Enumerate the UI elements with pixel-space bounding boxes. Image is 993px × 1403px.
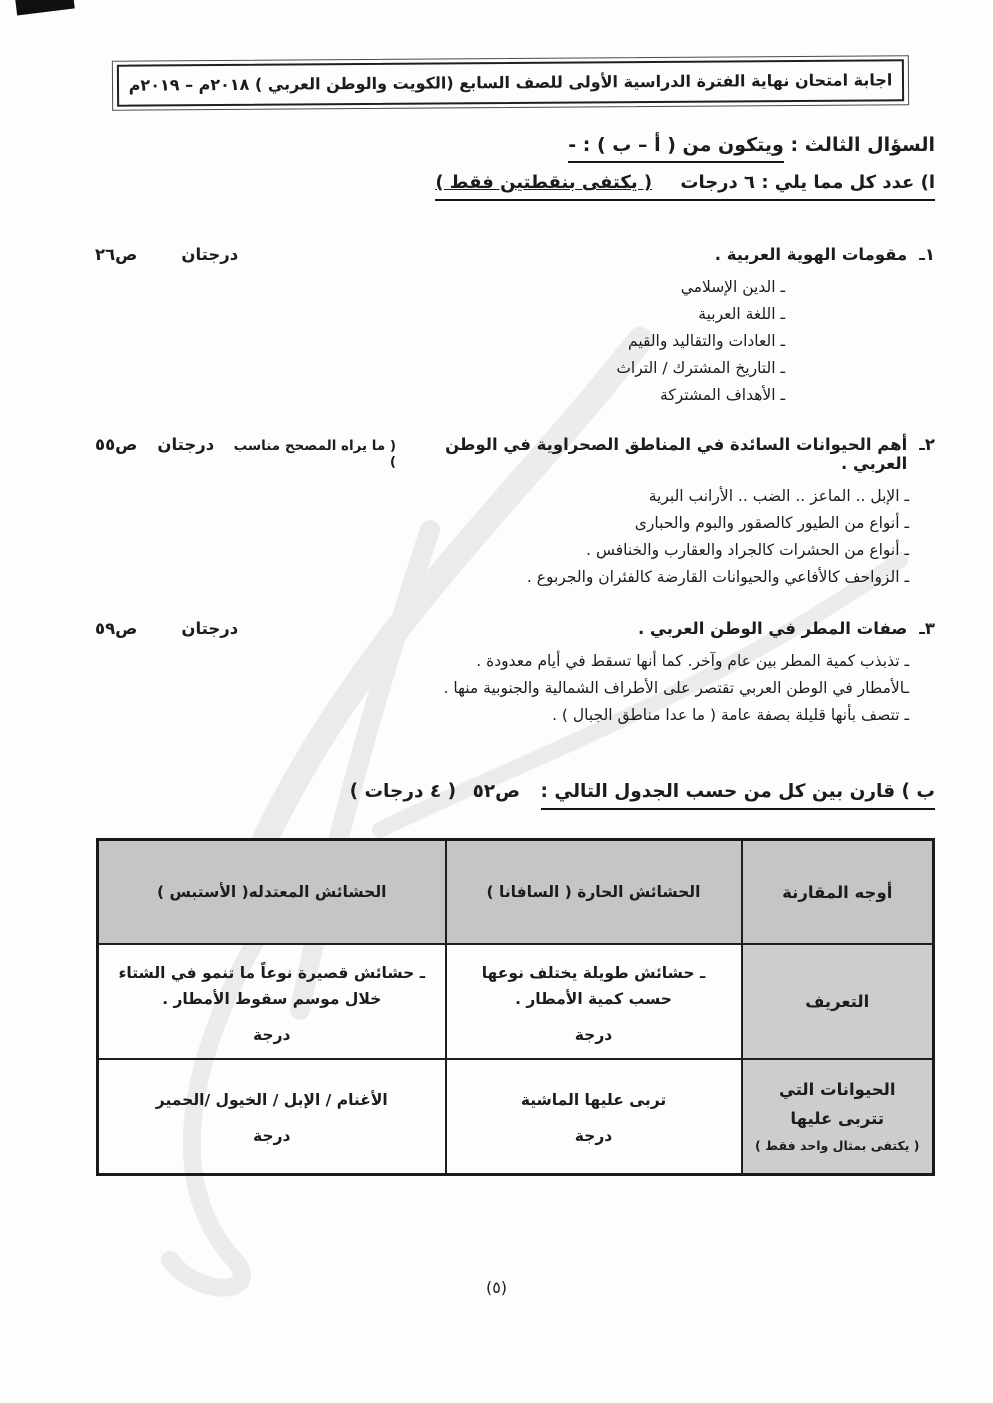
cell-hot-definition-text: ـ حشائش طويلة يختلف نوعها حسب كمية الأمطار . (481, 963, 706, 1008)
part-a-heading (435, 172, 935, 201)
document-header (117, 59, 904, 106)
aspect-animals-note: ( يكتفى بمثال واحد فقط ) (755, 1137, 920, 1153)
list-item: ـ التاريخ المشترك / التراث (616, 359, 785, 377)
section-3-answer-list (95, 648, 935, 729)
question-title-composition: ويتكون من ( أ – ب ) : - (568, 134, 784, 163)
section-1-heading-row (95, 245, 935, 264)
list-item: ـالأمطار في الوطن العربي تقتصر على الأطراف الشمالية والجنوبية منها . (443, 679, 909, 697)
table-header-temperate-grasslands: الحشائش المعتدله( الأستبس ) (98, 840, 446, 945)
aspect-cell-definition: التعريف (742, 944, 934, 1059)
section-2-number: ٢ـ (919, 435, 935, 454)
table-header-row (98, 840, 934, 945)
aspect-cell-animals (742, 1059, 934, 1174)
aspect-animals-line2: تتربى عليها (790, 1108, 885, 1128)
list-item: ـ أنواع من الحشرات كالجراد والعقارب والخنافس . (586, 541, 909, 559)
list-item: ـ الإبل .. الماعز .. الضب .. الأرانب البرية (648, 487, 909, 505)
cell-hot-animals-mark: درجة (574, 1127, 613, 1146)
section-3-heading-row (95, 619, 935, 638)
section-1-answer-list (95, 274, 935, 409)
table-header-aspect: أوجه المقارنة (742, 840, 934, 945)
cell-temperate-definition-mark: درجة (253, 1025, 291, 1044)
cell-hot-animals (446, 1059, 742, 1174)
list-item: ـ تذبذب كمية المطر بين عام وآخر. كما أنها تسقط في أيام معدودة . (476, 652, 909, 670)
question-title-label: السؤال الثالث : (790, 134, 935, 156)
cell-temperate-definition-text: ـ حشائش قصيرة نوعاً ما تنمو في الشتاء خلال موسم سقوط الأمطار . (118, 963, 426, 1008)
list-item: ـ أنواع من الطيور كالصقور والبوم والحبارى (634, 514, 909, 532)
section-1-page-ref: ص٢٦ (95, 245, 138, 264)
list-item: ـ الزواحف كالأفاعي والحيوانات القارضة كالفئران والجربوع . (526, 568, 909, 586)
section-2-grader-note: ( ما يراه المصحح مناسب ) (233, 438, 397, 470)
section-3-page-ref: ص٥٩ (95, 619, 138, 638)
part-b-page-ref: ص٥٢ (472, 781, 521, 802)
header-title: اجابة امتحان نهاية الفترة الدراسية الأولى للصف السابع (الكويت والوطن العربي ) ٢٠١٨م – ٢٠١٩م (128, 70, 893, 95)
section-1-number: ١ـ (919, 245, 935, 264)
part-a-note: ( يكتفى بنقطتين فقط ) (435, 172, 653, 193)
part-a-heading-text: ا) عدد كل مما يلي : ٦ درجات (680, 172, 935, 193)
cell-temperate-animals (98, 1059, 446, 1174)
section-1-heading: مقومات الهوية العربية . (714, 245, 908, 264)
section-3 (95, 619, 935, 729)
document-header-frame (112, 55, 909, 111)
part-b-heading: ب ) قارن بين كل من حسب الجدول التالي : (541, 781, 935, 810)
table-row-animals (98, 1059, 934, 1174)
question-title (95, 134, 935, 156)
section-2-marks: درجتان (157, 435, 215, 454)
aspect-animals-line1: الحيوانات التي (779, 1079, 896, 1099)
section-1-marks: درجتان (181, 245, 239, 264)
list-item: ـ تتصف بأنها قليلة بصفة عامة ( ما عدا مناطق الجبال ) . (552, 706, 909, 724)
section-2-answer-list (95, 483, 935, 591)
section-2 (95, 435, 935, 591)
table-header-hot-grasslands: الحشائش الحارة ( السافانا ) (446, 840, 742, 945)
section-2-heading: أهم الحيوانات السائدة في المناطق الصحراوية في الوطن العربي . (445, 435, 908, 473)
comparison-table (96, 838, 935, 1176)
cell-hot-definition (446, 944, 742, 1059)
list-item: ـ اللغة العربية (698, 305, 785, 323)
section-3-marks: درجتان (181, 619, 239, 638)
table-row-definition (98, 944, 934, 1059)
part-b-marks: ( ٤ درجات ) (349, 781, 457, 802)
section-1 (95, 245, 935, 409)
scan-corner-artifact (15, 0, 75, 15)
list-item: ـ العادات والتقاليد والقيم (628, 332, 785, 350)
cell-hot-definition-mark: درجة (574, 1025, 613, 1044)
section-3-heading: صفات المطر في الوطن العربي . (638, 619, 908, 638)
section-2-heading-row (95, 435, 935, 473)
cell-temperate-animals-mark: درجة (253, 1127, 291, 1146)
section-2-page-ref: ص٥٥ (95, 435, 138, 454)
part-b-heading-row (95, 781, 935, 802)
page-number: (٥) (485, 1278, 508, 1297)
list-item: ـ الدين الإسلامي (680, 278, 785, 296)
cell-temperate-animals-text: الأغنام / الإبل / الخيول /الحمير (155, 1091, 388, 1110)
cell-temperate-definition (98, 944, 446, 1059)
cell-hot-animals-text: تربى عليها الماشية (520, 1091, 667, 1110)
section-3-number: ٣ـ (919, 619, 935, 638)
list-item: ـ الأهداف المشتركة (660, 386, 785, 404)
